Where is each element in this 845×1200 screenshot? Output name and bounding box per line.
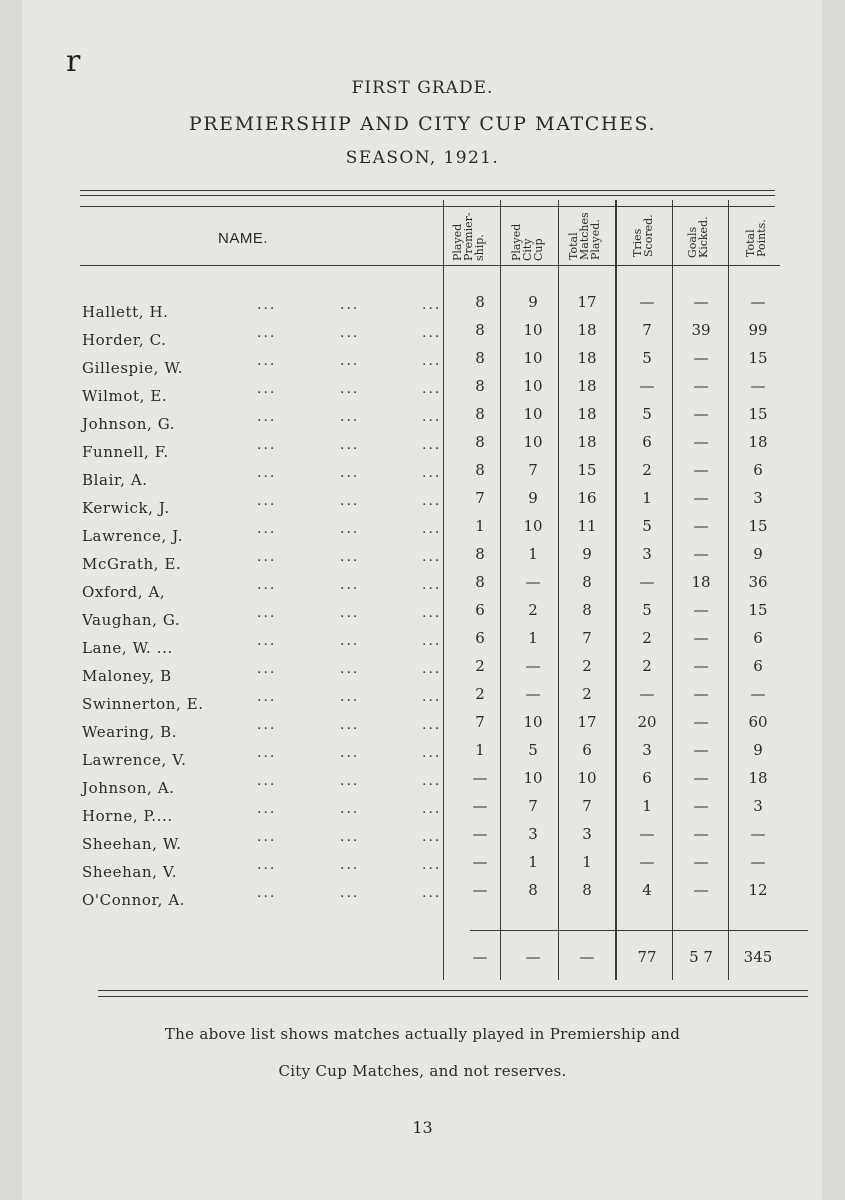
player-name: Blair, A.	[82, 471, 148, 489]
leader-dots: ...	[257, 465, 277, 481]
points-cell: 9	[753, 741, 763, 759]
points-cell: 3	[753, 797, 763, 815]
leader-dots: ...	[422, 717, 442, 733]
tries-cell: 3	[642, 741, 652, 759]
leader-dots: ...	[257, 549, 277, 565]
goals-cell: —	[693, 881, 709, 899]
tries-cell: —	[639, 293, 655, 311]
leader-dots: ...	[257, 689, 277, 705]
played-premiership-cell: —	[472, 825, 488, 843]
leader-dots: ...	[422, 437, 442, 453]
player-name: Horne, P....	[82, 807, 173, 825]
points-cell: 6	[753, 629, 763, 647]
goals-cell: —	[693, 377, 709, 395]
player-name: Sheehan, W.	[82, 835, 182, 853]
tries-cell: 5	[642, 349, 652, 367]
played-premiership-cell: 8	[475, 293, 485, 311]
totals-rule	[470, 930, 808, 931]
leader-dots: ...	[257, 857, 277, 873]
player-name: Swinnerton, E.	[82, 695, 204, 713]
played-city-cup-cell: 1	[528, 545, 538, 563]
leader-dots: ...	[257, 605, 277, 621]
leader-dots: ...	[340, 745, 360, 761]
leader-dots: ...	[340, 549, 360, 565]
leader-dots: ...	[422, 829, 442, 845]
leader-dots: ...	[422, 297, 442, 313]
tries-scored-header: Tries Scored.	[631, 214, 655, 257]
points-cell: 6	[753, 657, 763, 675]
leader-dots: ...	[422, 465, 442, 481]
leader-dots: ...	[340, 773, 360, 789]
total-matches-cell: 8	[582, 601, 592, 619]
played-city-cup-cell: 10	[523, 769, 543, 787]
total-matches-header: Total Matches Played.	[567, 212, 602, 260]
points-cell: —	[750, 825, 766, 843]
player-name: Wilmot, E.	[82, 387, 168, 405]
leader-dots: ...	[257, 437, 277, 453]
total-matches-cell: 6	[582, 741, 592, 759]
leader-dots: ...	[422, 773, 442, 789]
player-name: Gillespie, W.	[82, 359, 184, 377]
leader-dots: ...	[340, 857, 360, 873]
goals-cell: —	[693, 685, 709, 703]
leader-dots: ...	[340, 829, 360, 845]
tries-cell: —	[639, 685, 655, 703]
played-premiership-cell: 8	[475, 321, 485, 339]
grade-title: FIRST GRADE.	[351, 78, 494, 98]
played-premiership-cell: 1	[475, 517, 485, 535]
player-name: Sheehan, V.	[82, 863, 178, 881]
leader-dots: ...	[340, 661, 360, 677]
points-cell: 18	[748, 769, 768, 787]
player-name: McGrath, E.	[82, 555, 182, 573]
total-matches-cell: 7	[582, 629, 592, 647]
leader-dots: ...	[340, 801, 360, 817]
tries-cell: 5	[642, 601, 652, 619]
played-premiership-cell: 1	[475, 741, 485, 759]
tries-cell: 4	[642, 881, 652, 899]
total-tries-cell: 77	[637, 948, 657, 966]
leader-dots: ...	[340, 437, 360, 453]
points-cell: 36	[748, 573, 768, 591]
goals-cell: —	[693, 545, 709, 563]
total-matches-cell: 17	[577, 713, 597, 731]
leader-dots: ...	[422, 605, 442, 621]
player-name: Lane, W. ...	[82, 639, 173, 657]
points-cell: 15	[748, 405, 768, 423]
leader-dots: ...	[257, 521, 277, 537]
played-premiership-cell: 8	[475, 573, 485, 591]
played-premiership-cell: —	[472, 881, 488, 899]
points-cell: —	[750, 377, 766, 395]
total-matches-total-cell: —	[579, 948, 595, 966]
leader-dots: ...	[257, 829, 277, 845]
leader-dots: ...	[257, 353, 277, 369]
played-premiership-cell: 7	[475, 489, 485, 507]
played-city-cup-cell: —	[525, 573, 541, 591]
tries-cell: 2	[642, 629, 652, 647]
played-city-cup-cell: —	[525, 685, 541, 703]
total-matches-cell: 8	[582, 881, 592, 899]
played-premiership-header: Played Premier- ship.	[451, 212, 486, 261]
leader-dots: ...	[422, 381, 442, 397]
pen-mark: r	[66, 44, 81, 79]
tries-cell: —	[639, 825, 655, 843]
played-city-cup-cell: 1	[528, 629, 538, 647]
played-premiership-cell: 2	[475, 657, 485, 675]
player-name: Lawrence, J.	[82, 527, 184, 545]
table-bottom-rule-2	[98, 996, 808, 997]
header-bottom-rule	[80, 265, 780, 266]
leader-dots: ...	[422, 661, 442, 677]
points-cell: 60	[748, 713, 768, 731]
played-city-cup-cell: 10	[523, 377, 543, 395]
goals-cell: —	[693, 853, 709, 871]
total-matches-cell: 16	[577, 489, 597, 507]
total-points-cell: 345	[743, 948, 773, 966]
played-city-cup-cell: 10	[523, 405, 543, 423]
leader-dots: ...	[422, 633, 442, 649]
points-cell: 99	[748, 321, 768, 339]
played-premiership-cell: 8	[475, 461, 485, 479]
leader-dots: ...	[422, 353, 442, 369]
points-cell: 15	[748, 349, 768, 367]
total-matches-cell: 18	[577, 377, 597, 395]
leader-dots: ...	[422, 689, 442, 705]
played-premiership-cell: 8	[475, 405, 485, 423]
played-premiership-cell: 6	[475, 629, 485, 647]
leader-dots: ...	[422, 885, 442, 901]
goals-cell: —	[693, 657, 709, 675]
played-premiership-cell: —	[472, 797, 488, 815]
tries-cell: 2	[642, 657, 652, 675]
leader-dots: ...	[340, 353, 360, 369]
leader-dots: ...	[257, 745, 277, 761]
played-city-cup-cell: 9	[528, 293, 538, 311]
goals-kicked-header: Goals Kicked.	[686, 216, 710, 258]
table-top-rule-2	[80, 195, 775, 196]
points-cell: 3	[753, 489, 763, 507]
total-matches-cell: 18	[577, 433, 597, 451]
footer-note-line1: The above list shows matches actually played in Premiership and	[164, 1025, 681, 1043]
played-city-cup-cell: 10	[523, 517, 543, 535]
total-points-header: Total Points.	[744, 219, 768, 257]
played-premiership-cell: 8	[475, 433, 485, 451]
table-row	[0, 881, 845, 919]
table-bottom-rule	[98, 990, 808, 991]
goals-cell: —	[693, 433, 709, 451]
total-premiership-cell: —	[472, 948, 488, 966]
played-premiership-cell: —	[472, 769, 488, 787]
table-top-rule	[80, 190, 775, 191]
tries-cell: 5	[642, 405, 652, 423]
leader-dots: ...	[422, 801, 442, 817]
goals-cell: —	[693, 293, 709, 311]
leader-dots: ...	[422, 577, 442, 593]
leader-dots: ...	[340, 885, 360, 901]
leader-dots: ...	[257, 773, 277, 789]
leader-dots: ...	[422, 745, 442, 761]
page-number: 13	[412, 1118, 433, 1137]
player-name: Horder, C.	[82, 331, 167, 349]
played-premiership-cell: —	[472, 853, 488, 871]
tries-cell: 6	[642, 769, 652, 787]
goals-cell: —	[693, 461, 709, 479]
leader-dots: ...	[257, 885, 277, 901]
total-matches-cell: 18	[577, 349, 597, 367]
tries-cell: 2	[642, 461, 652, 479]
leader-dots: ...	[340, 381, 360, 397]
total-matches-cell: 8	[582, 573, 592, 591]
leader-dots: ...	[257, 297, 277, 313]
name-column-header: NAME.	[218, 230, 269, 247]
player-name: Oxford, A,	[82, 583, 166, 601]
totals-row	[0, 948, 845, 972]
player-name: Wearing, B.	[82, 723, 178, 741]
total-matches-cell: 2	[582, 657, 592, 675]
leader-dots: ...	[257, 717, 277, 733]
tries-cell: 20	[637, 713, 657, 731]
played-city-cup-cell: 9	[528, 489, 538, 507]
total-matches-cell: 7	[582, 797, 592, 815]
total-matches-cell: 3	[582, 825, 592, 843]
leader-dots: ...	[340, 577, 360, 593]
goals-cell: 18	[691, 573, 711, 591]
leader-dots: ...	[340, 521, 360, 537]
played-premiership-cell: 8	[475, 545, 485, 563]
points-cell: 18	[748, 433, 768, 451]
tries-cell: 5	[642, 517, 652, 535]
points-cell: —	[750, 685, 766, 703]
points-cell: 9	[753, 545, 763, 563]
leader-dots: ...	[340, 297, 360, 313]
player-name: Johnson, A.	[82, 779, 175, 797]
leader-dots: ...	[422, 549, 442, 565]
leader-dots: ...	[340, 689, 360, 705]
points-cell: —	[750, 293, 766, 311]
leader-dots: ...	[422, 493, 442, 509]
goals-cell: —	[693, 517, 709, 535]
played-city-cup-cell: 7	[528, 461, 538, 479]
competition-title: PREMIERSHIP AND CITY CUP MATCHES.	[188, 113, 657, 135]
leader-dots: ...	[340, 605, 360, 621]
leader-dots: ...	[257, 801, 277, 817]
leader-dots: ...	[422, 325, 442, 341]
goals-cell: —	[693, 489, 709, 507]
played-city-cup-cell: 10	[523, 713, 543, 731]
tries-cell: 3	[642, 545, 652, 563]
goals-cell: —	[693, 629, 709, 647]
total-city-cup-cell: —	[525, 948, 541, 966]
total-matches-cell: 18	[577, 405, 597, 423]
played-city-cup-cell: 10	[523, 349, 543, 367]
leader-dots: ...	[422, 857, 442, 873]
player-name: Maloney, B	[82, 667, 172, 685]
leader-dots: ...	[257, 409, 277, 425]
played-city-cup-cell: —	[525, 657, 541, 675]
played-premiership-cell: 8	[475, 377, 485, 395]
leader-dots: ...	[257, 381, 277, 397]
points-cell: —	[750, 853, 766, 871]
leader-dots: ...	[340, 465, 360, 481]
played-premiership-cell: 8	[475, 349, 485, 367]
player-name: Lawrence, V.	[82, 751, 187, 769]
played-city-cup-cell: 2	[528, 601, 538, 619]
leader-dots: ...	[340, 493, 360, 509]
leader-dots: ...	[422, 409, 442, 425]
played-city-cup-cell: 3	[528, 825, 538, 843]
player-name: Johnson, G.	[82, 415, 176, 433]
points-cell: 12	[748, 881, 768, 899]
tries-cell: 6	[642, 433, 652, 451]
points-cell: 6	[753, 461, 763, 479]
total-matches-cell: 9	[582, 545, 592, 563]
points-cell: 15	[748, 601, 768, 619]
played-premiership-cell: 6	[475, 601, 485, 619]
season-title: SEASON, 1921.	[345, 148, 500, 168]
played-city-cup-cell: 10	[523, 321, 543, 339]
goals-cell: 39	[691, 321, 711, 339]
player-name: Hallett, H.	[82, 303, 169, 321]
played-city-cup-cell: 7	[528, 797, 538, 815]
leader-dots: ...	[257, 493, 277, 509]
leader-dots: ...	[257, 633, 277, 649]
leader-dots: ...	[257, 577, 277, 593]
total-goals-cell: 5 7	[689, 948, 713, 966]
goals-cell: —	[693, 601, 709, 619]
goals-cell: —	[693, 349, 709, 367]
tries-cell: 1	[642, 489, 652, 507]
player-name: Vaughan, G.	[82, 611, 181, 629]
leader-dots: ...	[422, 521, 442, 537]
goals-cell: —	[693, 769, 709, 787]
tries-cell: 7	[642, 321, 652, 339]
total-matches-cell: 10	[577, 769, 597, 787]
played-city-cup-cell: 5	[528, 741, 538, 759]
footer-note-line2: City Cup Matches, and not reserves.	[278, 1062, 567, 1080]
goals-cell: —	[693, 713, 709, 731]
tries-cell: 1	[642, 797, 652, 815]
player-name: Funnell, F.	[82, 443, 169, 461]
goals-cell: —	[693, 741, 709, 759]
tries-cell: —	[639, 573, 655, 591]
total-matches-cell: 1	[582, 853, 592, 871]
total-matches-cell: 17	[577, 293, 597, 311]
played-city-cup-cell: 1	[528, 853, 538, 871]
leader-dots: ...	[340, 325, 360, 341]
goals-cell: —	[693, 797, 709, 815]
tries-cell: —	[639, 377, 655, 395]
leader-dots: ...	[340, 409, 360, 425]
played-premiership-cell: 2	[475, 685, 485, 703]
leader-dots: ...	[340, 633, 360, 649]
leader-dots: ...	[257, 661, 277, 677]
goals-cell: —	[693, 405, 709, 423]
player-name: Kerwick, J.	[82, 499, 170, 517]
player-name: O'Connor, A.	[82, 891, 186, 909]
leader-dots: ...	[257, 325, 277, 341]
points-cell: 15	[748, 517, 768, 535]
played-city-cup-header: Played City Cup	[510, 223, 545, 261]
total-matches-cell: 11	[577, 517, 597, 535]
played-premiership-cell: 7	[475, 713, 485, 731]
table-top-rule-3	[80, 206, 775, 207]
goals-cell: —	[693, 825, 709, 843]
leader-dots: ...	[340, 717, 360, 733]
played-city-cup-cell: 10	[523, 433, 543, 451]
played-city-cup-cell: 8	[528, 881, 538, 899]
tries-cell: —	[639, 853, 655, 871]
total-matches-cell: 2	[582, 685, 592, 703]
total-matches-cell: 15	[577, 461, 597, 479]
total-matches-cell: 18	[577, 321, 597, 339]
